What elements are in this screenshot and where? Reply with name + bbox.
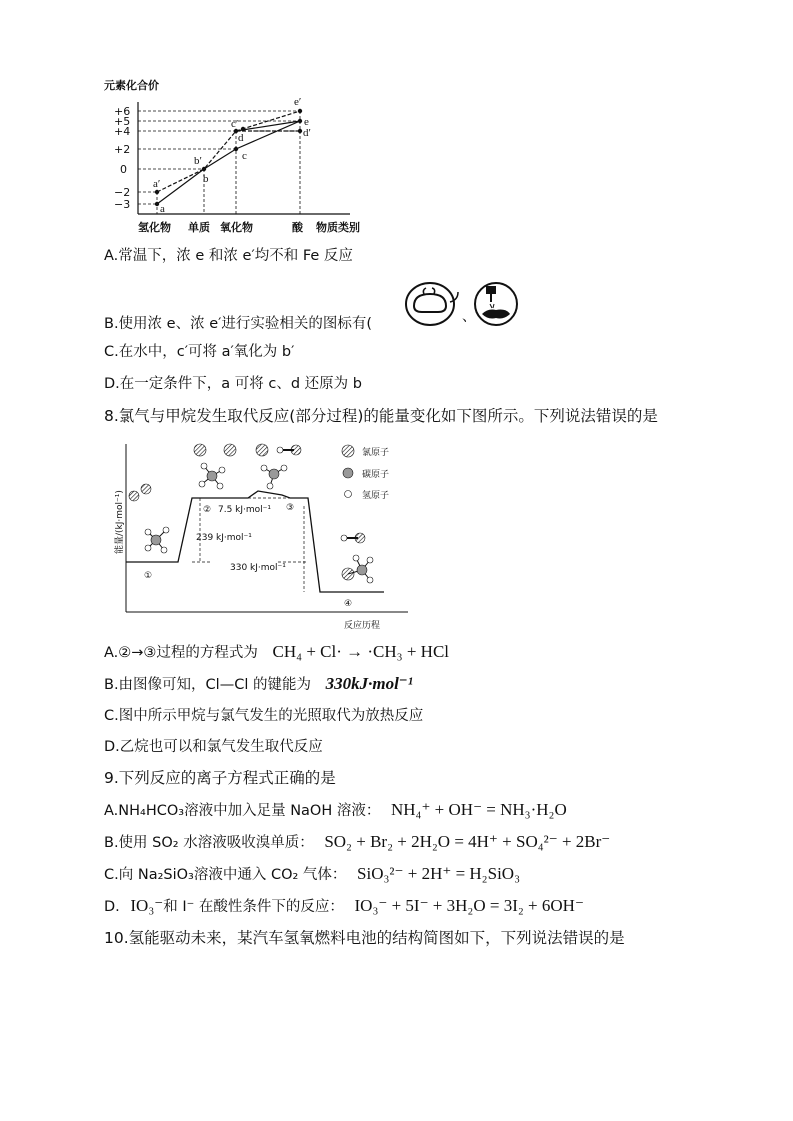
q7-option-a: A.常温下，浓 e 和浓 e′均不和 Fe 反应 xyxy=(104,248,353,264)
wash-hands-icon xyxy=(470,280,522,328)
tick-−3: −3 xyxy=(114,198,131,211)
tick-+2: +2 xyxy=(114,143,131,156)
q10-stem: 10.氢能驱动未来，某汽车氢氧燃料电池的结构简图如下，下列说法错误的是 xyxy=(104,929,625,947)
molecules-stage-4 xyxy=(341,533,373,583)
q9-option-b-eq: SO₂ + Br₂ + 2H₂O = 4H⁺ + SO₄²⁻ + 2Br⁻ xyxy=(324,832,611,851)
q8-option-b xyxy=(104,674,413,695)
q9-option-d-ion: IO₃⁻ xyxy=(130,896,164,915)
point-labels xyxy=(153,96,311,215)
q8-option-c: C.图中所示甲烷与氯气发生的光照取代为放热反应 xyxy=(104,708,424,724)
energy-7-5: 7.5 kJ·mol⁻¹ xyxy=(218,505,272,515)
q8-option-a-eq: CH₄ + Cl· → ·CH₃ + HCl xyxy=(272,642,450,661)
stage-4: ④ xyxy=(344,599,353,609)
q8-option-a xyxy=(104,642,449,663)
label-d: d xyxy=(238,132,244,144)
cat-oxide: 氧化物 xyxy=(220,221,253,234)
tick-+5: +5 xyxy=(114,115,131,128)
diagram-ylabel: 能量/(kJ·mol⁻¹) xyxy=(115,490,125,554)
energy-diagram xyxy=(108,436,414,636)
q9-stem: 9.下列反应的离子方程式正确的是 xyxy=(104,769,336,787)
chart-ylabel: 元素化合价 xyxy=(104,79,159,92)
cat-hydride: 氢化物 xyxy=(138,221,171,234)
label-d-prime: d′ xyxy=(303,127,311,139)
label-a: a xyxy=(160,203,165,215)
label-a-prime: a′ xyxy=(153,178,161,190)
q8-option-d: D.乙烷也可以和氯气发生取代反应 xyxy=(104,739,323,755)
q7-option-b-text: B.使用浓 e、浓 e′进行实验相关的图标有( xyxy=(104,316,373,332)
q8-stem: 8.氯气与甲烷发生取代反应(部分过程)的能量变化如下图所示。下列说法错误的是 xyxy=(104,407,658,425)
stage-1: ① xyxy=(144,571,153,581)
q8-option-b-text: B.由图像可知，Cl—Cl 的键能为 xyxy=(104,677,311,693)
q9-option-a-text: A.NH₄HCO₃溶液中加入足量 NaOH 溶液： xyxy=(104,803,381,819)
diagram-legend xyxy=(342,445,389,501)
cat-substance-type: 物质类别 xyxy=(316,221,360,234)
cat-acid: 酸 xyxy=(292,221,303,234)
label-c-prime: c′ xyxy=(231,118,239,130)
q9-option-c-eq: SiO₃²⁻ + 2H⁺ = H₂SiO₃ xyxy=(357,864,520,883)
label-b-prime: b′ xyxy=(194,155,202,167)
molecules-stage-2 xyxy=(194,444,236,489)
y-tick-labels xyxy=(114,105,130,211)
icon-separator: 、 xyxy=(462,309,476,325)
legend-c: 碳原子 xyxy=(362,470,390,480)
q7-option-d: D.在一定条件下，a 可将 c、d 还原为 b xyxy=(104,376,362,392)
energy-330: 330 kJ·mol⁻¹ xyxy=(230,563,286,573)
q9-option-c xyxy=(104,864,520,885)
legend-cl: 氯原子 xyxy=(362,448,390,458)
tick-−2: −2 xyxy=(114,186,131,199)
q9-option-b xyxy=(104,832,610,853)
tick-+6: +6 xyxy=(114,105,131,118)
q9-option-d-text: 和 I⁻ 在酸性条件下的反应： xyxy=(163,899,344,915)
q9-option-d-label: D. xyxy=(104,899,120,915)
q8-option-b-value: 330kJ·mol⁻¹ xyxy=(325,674,413,693)
tick-+4: +4 xyxy=(114,125,131,138)
cat-element: 单质 xyxy=(188,221,210,234)
q9-option-a-eq: NH₄⁺ + OH⁻ = NH₃·H₂O xyxy=(390,800,567,819)
stage-2: ② xyxy=(203,505,212,515)
q9-option-d-eq: IO₃⁻ + 5I⁻ + 3H₂O = 3I₂ + 6OH⁻ xyxy=(354,896,584,915)
hot-apparatus-icon xyxy=(404,280,460,328)
q9-option-c-text: C.向 Na₂SiO₃溶液中通入 CO₂ 气体： xyxy=(104,867,347,883)
valence-chart xyxy=(100,74,360,240)
stage-3: ③ xyxy=(286,503,295,513)
label-c: c xyxy=(242,150,247,162)
legend-h: 氢原子 xyxy=(362,491,390,501)
energy-239: 239 kJ·mol⁻¹ xyxy=(196,533,252,543)
tick-0: 0 xyxy=(120,163,127,176)
q7-option-c: C.在水中，c′可将 a′氧化为 b′ xyxy=(104,344,295,360)
q9-option-b-text: B.使用 SO₂ 水溶液吸收溴单质： xyxy=(104,835,314,851)
q8-option-a-text: A.②→③过程的方程式为 xyxy=(104,645,258,661)
molecules-stage-1 xyxy=(129,484,169,553)
q9-option-a xyxy=(104,800,567,821)
q7-option-b xyxy=(104,314,372,334)
label-e: e xyxy=(304,116,309,128)
molecules-stage-3 xyxy=(256,444,301,489)
label-b: b xyxy=(203,173,209,185)
label-e-prime: e′ xyxy=(294,96,302,108)
q9-option-d xyxy=(104,896,584,917)
x-categories xyxy=(138,220,360,234)
diagram-xlabel: 反应历程 xyxy=(344,621,381,631)
